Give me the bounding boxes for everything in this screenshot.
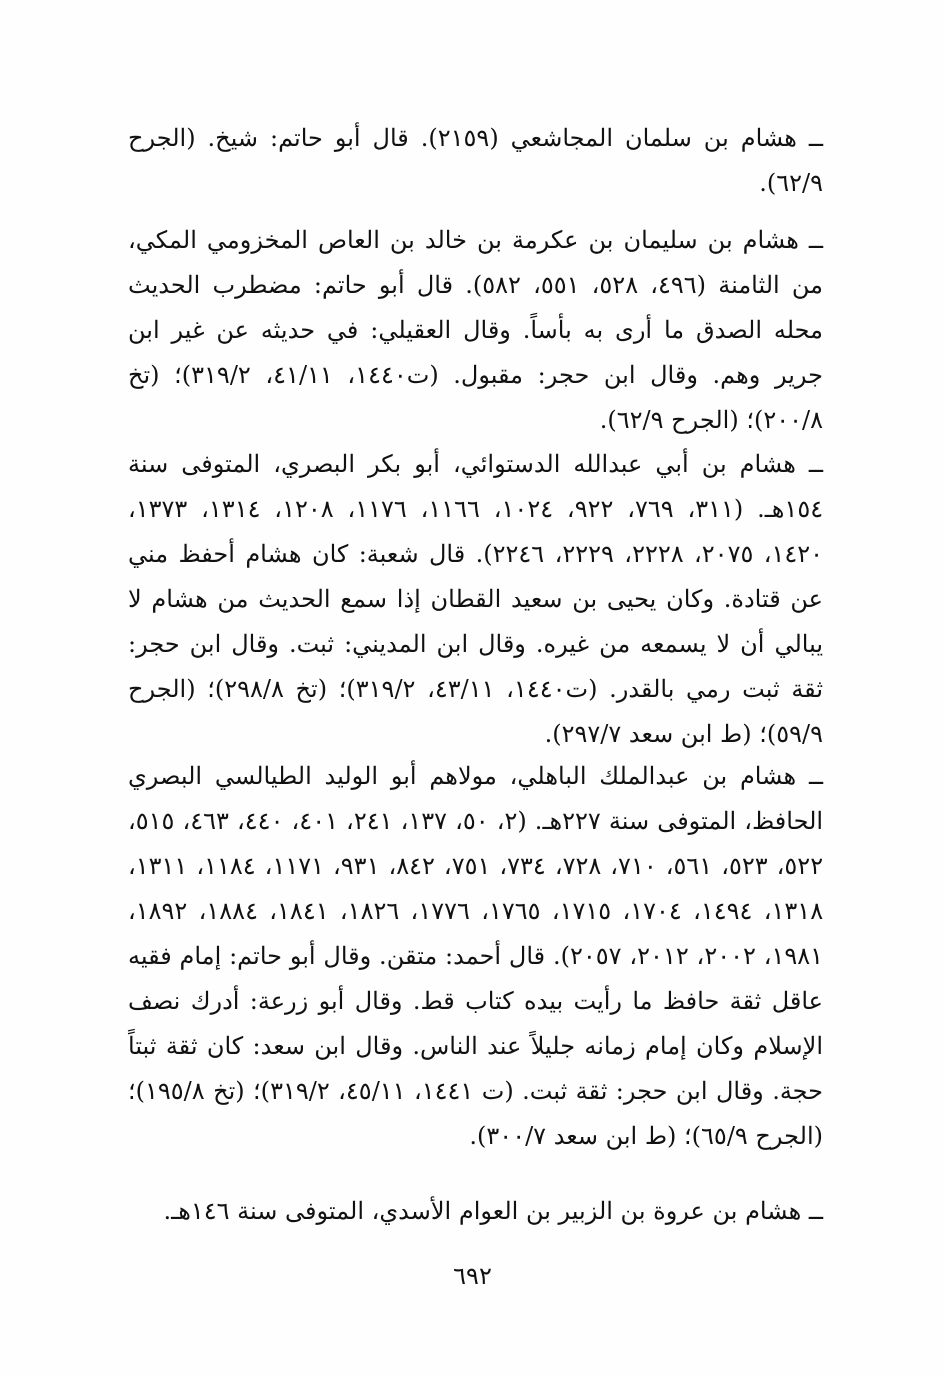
entry-hisham-ibn-salman: ــ هشام بن سلمان المجاشعي (٢١٥٩). قال أبو حاتم: شيخ. (الجرح ٦٢/٩). xyxy=(128,124,823,197)
entry-hisham-ibn-urwa: ــ هشام بن عروة بن الزبير بن العوام الأسدي، المتوفى سنة ١٤٦هـ. xyxy=(163,1197,823,1225)
page-number: ٦٩٢ xyxy=(453,1262,492,1290)
entry-hisham-al-dastuwai: ــ هشام بن أبي عبدالله الدستوائي، أبو بكر البصري، المتوفى سنة ١٥٤هـ. (٣١١، ٧٦٩، ٩٢٢، ١٠٢٤، ١١٦٦، ١١٧٦، ١٢٠٨، ١٣١٤، ١٣٧٣، ١٤٢٠، ٢٠٧٥، ٢٢٢٨، ٢٢٢٩، ٢٢٤٦). قال شعبة: كان هشام أحفظ مني عن قتادة. وكان يحيى بن سعيد القطان إذا سمع الحديث من هشام لا يبالي أن لا يسمعه من غيره. وقال ابن المديني: ثبت. وقال ابن حجر: ثقة ثبت رمي بالقدر. (ت١٤٤٠، ٤٣/١١، ٣١٩/٢)؛ (تخ ٢٩٨/٨)؛ (الجرح ٥٩/٩)؛ (ط ابن سعد ٢٩٧/٧). xyxy=(128,450,824,748)
entry-hisham-ibn-sulayman: ــ هشام بن سليمان بن عكرمة بن خالد بن العاص المخزومي المكي، من الثامنة (٤٩٦، ٥٢٨، ٥٥١، ٥٨٢). قال أبو حاتم: مضطرب الحديث محله الصدق ما أرى به بأساً. وقال العقيلي: في حديثه عن غير ابن جرير وهم. وقال ابن حجر: مقبول. (ت١٤٤٠، ٤١/١١، ٣١٩/٢)؛ (تخ ٢٠٠/٨)؛ (الجرح ٦٢/٩). xyxy=(128,226,824,434)
entry-hisham-ibn-abdulmalik: ــ هشام بن عبدالملك الباهلي، مولاهم أبو الوليد الطيالسي البصري الحافظ، المتوفى سنة ٢٢٧هـ. (٢، ٥٠، ١٣٧، ٢٤١، ٤٠١، ٤٤٠، ٤٦٣، ٥١٥، ٥٢٢، ٥٢٣، ٥٦١، ٧١٠، ٧٢٨، ٧٣٤، ٧٥١، ٨٤٢، ٩٣١، ١١٧١، ١١٨٤، ١٣١١، ١٣١٨، ١٤٩٤، ١٧٠٤، ١٧١٥، ١٧٦٥، ١٧٧٦، ١٨٢٦، ١٨٤١، ١٨٨٤، ١٨٩٢، ١٩٨١، ٢٠٠٢، ٢٠١٢، ٢٠٥٧). قال أحمد: متقن. وقال أبو حاتم: إمام فقيه عاقل ثقة حافظ ما رأيت بيده كتاب قط. وقال أبو زرعة: أدرك نصف الإسلام وكان إمام زمانه جليلاً عند الناس. وقال ابن سعد: كان ثقة ثبتاً حجة. وقال ابن حجر: ثقة ثبت. (ت ١٤٤١، ٤٥/١١، ٣١٩/٢)؛ (تخ ١٩٥/٨)؛ (الجرح ٦٥/٩)؛ (ط ابن سعد ٣٠٠/٧). xyxy=(128,762,824,1150)
